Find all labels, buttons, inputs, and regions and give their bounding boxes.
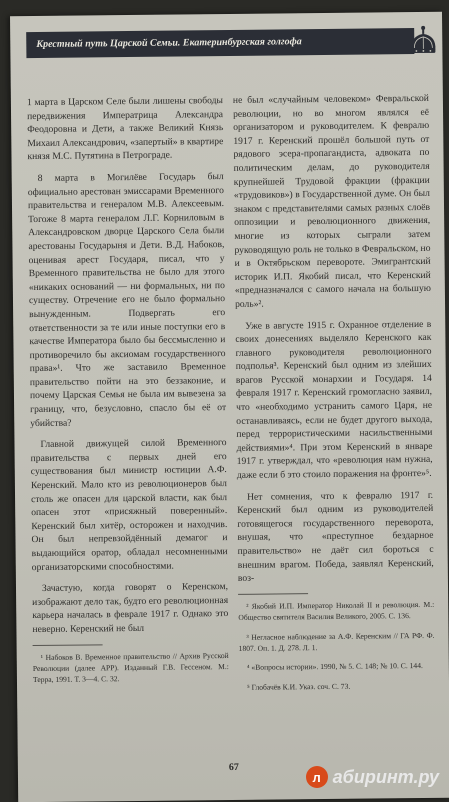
labirint-watermark [306, 766, 439, 788]
running-header [26, 28, 414, 58]
right-column [233, 92, 435, 701]
crown-icon [408, 24, 438, 56]
book-page [10, 12, 449, 802]
footnote-divider [238, 593, 308, 595]
paragraph: Главной движущей силой Временного правительства с первых дней его существования был министр юстиции А.Ф. Керенский. Мало кто из революционеров был столь же опасен для царской власти, как был опасен этот «присяжный поверенный». Керенский был хитёр, осторожен и находчив. Он был непревзойдённый демагог и выдающийся оратор, обладал несомненными организаторскими способностями. [30, 437, 228, 573]
footnote: ⁴ «Вопросы истории». 1990, № 5. С. 148; № 10. С. 144. [246, 661, 423, 673]
footnote: ³ Негласное наблюдение за А.Ф. Керенским // ГА РФ. Ф. 1807. Оп. 1. Д. 278. Л. 1. [238, 630, 435, 653]
paragraph: 1 марта в Царском Селе были лишены свободы передвижения Императрица Александра Феодоровна и Дети, а также Великий Князь Михаил Александрович, «запертый» в квартире князя М.С. Путятина в Петрограде. [26, 95, 224, 163]
paragraph: Нет сомнения, что к февралю 1917 г. Керенский был одним из руководителей готовящегося государственного переворота, внушая, что «преступное бездарное правительство» не даёт сил бороться с внешним врагом. Победа, заявлял Керенский, воз- [237, 489, 434, 585]
footnote: ¹ Набоков В. Временное правительство // Архив Русской Революции (далее АРР). Изданный Г.В. Гессеном. М.: Терра, 1991. Т. 3—4. С. 32. [32, 650, 229, 685]
footnote-divider [33, 644, 103, 646]
labirint-logo-icon: л [306, 766, 328, 788]
paragraph: не был «случайным человеком» Февральской революции, но во многом являлся её организатором и руководителем. К февралю 1917 г. Керенский прошёл большой путь от рядового эсера-пропагандиста, адвоката по политическим делам, до руководителя крупнейшей Трудовой фракции (фракции «трудовиков») в Государственной думе. Он был знаком с представителями самых разных слоёв оппозиции и революционного движения, многие из которых сыграли затем руководящую роль не только в Февральском, но и в Октябрьском перевороте. Эмигрантский историк И.П. Якобий писал, что Керенский «предназначался с самого начала на большую роль»². [232, 92, 431, 310]
page-number: 67 [228, 761, 239, 774]
paragraph: 8 марта в Могилёве Государь был официально арестован эмиссарами Временного правительства и генералом М.В. Алексеевым. Тогоже 8 марта генералом Л.Г. Корниловым в Александровском дворце Царского Села были арестованы Государыня и Дети. В.Д. Набоков, оценивая арест Государя, писал, что у Временного правительства не было для этого «никаких оснований — ни формальных, ни по существу. Отречение его не было формально вынужденным. Подвергать его ответственности за те или иные поступки его в качестве Императора было бы бессмысленно и противоречило бы аксиомам государственного права»¹. Что же заставило Временное правительство пойти на это беззаконие, и почему Царская Семья не была им вывезена за границу, что, безусловно, спасло бы её от убийства? [27, 171, 227, 429]
paragraph: Зачастую, когда говорят о Керенском, изображают дело так, будто его революционная карьера началась в феврале 1917 г. Однако это неверно. Керенский не был [32, 581, 229, 636]
watermark-text: абиринт.ру [332, 766, 439, 787]
header-title: Крестный путь Царской Семьи. Екатеринбургская голгофа [36, 36, 302, 50]
footnote: ⁵ Глобачёв К.И. Указ. соч. С. 73. [247, 681, 351, 692]
left-column [27, 94, 229, 694]
footnote: ² Якобий И.П. Император Николай II и революция. М.: Общество святителя Василия Великого, 2005. С. 136. [238, 599, 435, 623]
paragraph: Уже в августе 1915 г. Охранное отделение в своих донесениях выделяло Керенского как главного руководителя революционного подполья³. Керенский был одним из злейших врагов Русской монархии и Государя. 14 февраля 1917 г. Керенский громогласно заявил, что «необходимо устранить самого Царя, не останавливаясь, если не будет другого выхода, перед террористическими насильственными действиями»⁴. При этом Керенский в январе 1917 г. утверждал, что «революция нам нужна, даже если б это стоило поражения на фронте»⁵. [235, 318, 433, 481]
